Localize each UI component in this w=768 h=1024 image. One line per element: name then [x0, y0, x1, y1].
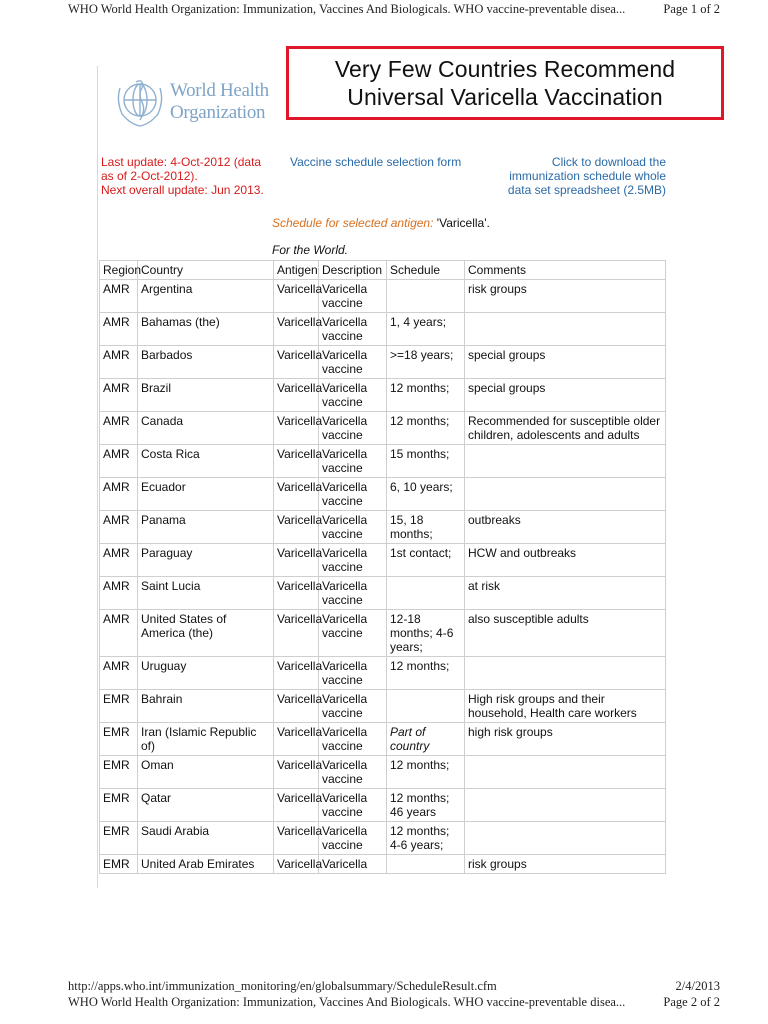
logo-line-1: World Health — [170, 80, 269, 101]
download-line-1: Click to download the — [551, 155, 666, 169]
table-row — [100, 789, 666, 822]
cell-antigen: Varicella — [274, 855, 319, 874]
cell-country: Iran (Islamic Republic of) — [138, 723, 274, 756]
cell-region: AMR — [100, 412, 138, 445]
cell-comments — [465, 657, 666, 690]
cell-description: Varicella vaccine — [319, 445, 387, 478]
cell-schedule: 1, 4 years; — [387, 313, 465, 346]
cell-country: Costa Rica — [138, 445, 274, 478]
cell-description: Varicella vaccine — [319, 577, 387, 610]
table-header-row — [100, 261, 666, 280]
cell-country: Argentina — [138, 280, 274, 313]
cell-region: AMR — [100, 657, 138, 690]
header-region: Region — [100, 261, 138, 280]
cell-description: Varicella vaccine — [319, 412, 387, 445]
cell-antigen: Varicella — [274, 445, 319, 478]
table-row — [100, 855, 666, 874]
cell-antigen: Varicella — [274, 511, 319, 544]
cell-antigen: Varicella — [274, 544, 319, 577]
cell-schedule: 6, 10 years; — [387, 478, 465, 511]
header-antigen: Antigen — [274, 261, 319, 280]
table-row — [100, 610, 666, 657]
cell-antigen: Varicella — [274, 723, 319, 756]
cell-comments — [465, 789, 666, 822]
cell-description: Varicella vaccine — [319, 280, 387, 313]
cell-country: United Arab Emirates — [138, 855, 274, 874]
cell-description: Varicella vaccine — [319, 822, 387, 855]
cell-comments: High risk groups and their household, Health care workers — [465, 690, 666, 723]
cell-region: AMR — [100, 346, 138, 379]
cell-antigen: Varicella — [274, 379, 319, 412]
banner-line-2: Universal Varicella Vaccination — [347, 84, 663, 110]
cell-country: Ecuador — [138, 478, 274, 511]
cell-region: AMR — [100, 544, 138, 577]
cell-antigen: Varicella — [274, 789, 319, 822]
cell-schedule: >=18 years; — [387, 346, 465, 379]
cell-region: AMR — [100, 577, 138, 610]
cell-comments: special groups — [465, 379, 666, 412]
cell-region: EMR — [100, 789, 138, 822]
who-emblem-icon — [112, 74, 172, 130]
cell-region: AMR — [100, 478, 138, 511]
cell-description: Varicella vaccine — [319, 723, 387, 756]
cell-region: AMR — [100, 313, 138, 346]
cell-country: Panama — [138, 511, 274, 544]
cell-antigen: Varicella — [274, 412, 319, 445]
cell-schedule: 15 months; — [387, 445, 465, 478]
cell-comments: Recommended for susceptible older children, adolescents and adults — [465, 412, 666, 445]
header-country: Country — [138, 261, 274, 280]
cell-country: Canada — [138, 412, 274, 445]
cell-description: Varicella vaccine — [319, 478, 387, 511]
update-line-1: Last update: 4-Oct-2012 (data — [101, 155, 262, 169]
table-row — [100, 723, 666, 756]
cell-description: Varicella vaccine — [319, 756, 387, 789]
table-row — [100, 412, 666, 445]
logo-line-2: Organization — [170, 102, 266, 123]
schedule-table — [99, 260, 666, 874]
table-row — [100, 313, 666, 346]
cell-region: AMR — [100, 610, 138, 657]
cell-schedule — [387, 280, 465, 313]
cell-schedule — [387, 855, 465, 874]
cell-comments — [465, 445, 666, 478]
cell-comments: HCW and outbreaks — [465, 544, 666, 577]
cell-description: Varicella vaccine — [319, 346, 387, 379]
cell-schedule: 12-18 months; 4-6 years; — [387, 610, 465, 657]
cell-comments: also susceptible adults — [465, 610, 666, 657]
cell-description: Varicella vaccine — [319, 379, 387, 412]
footer-date: 2/4/2013 — [675, 979, 720, 993]
cell-schedule: 1st contact; — [387, 544, 465, 577]
cell-region: EMR — [100, 690, 138, 723]
cell-antigen: Varicella — [274, 280, 319, 313]
cell-country: Saudi Arabia — [138, 822, 274, 855]
cell-country: Saint Lucia — [138, 577, 274, 610]
print-header-page: Page 1 of 2 — [663, 2, 720, 16]
cell-antigen: Varicella — [274, 690, 319, 723]
cell-antigen: Varicella — [274, 822, 319, 855]
cell-comments — [465, 478, 666, 511]
cell-schedule: 15, 18 months; — [387, 511, 465, 544]
cell-region: EMR — [100, 756, 138, 789]
table-row — [100, 280, 666, 313]
cell-antigen: Varicella — [274, 346, 319, 379]
download-spreadsheet-link[interactable] — [480, 155, 666, 197]
download-line-3: data set spreadsheet (2.5MB) — [507, 183, 666, 197]
header-comments: Comments — [465, 261, 666, 280]
table-row — [100, 478, 666, 511]
cell-country: Barbados — [138, 346, 274, 379]
update-line-3: Next overall update: Jun 2013. — [101, 183, 264, 197]
print-header-title: WHO World Health Organization: Immunization, Vaccines And Biologicals. WHO vaccine-preventable disea... — [68, 2, 626, 16]
table-row — [100, 657, 666, 690]
cell-antigen: Varicella — [274, 577, 319, 610]
cell-description: Varicella vaccine — [319, 690, 387, 723]
cell-schedule: 12 months; — [387, 412, 465, 445]
table-body — [100, 280, 666, 874]
table-row — [100, 822, 666, 855]
table-row — [100, 445, 666, 478]
cell-country: Bahamas (the) — [138, 313, 274, 346]
cell-antigen: Varicella — [274, 313, 319, 346]
selected-antigen-value: 'Varicella'. — [436, 216, 490, 230]
cell-country: Paraguay — [138, 544, 274, 577]
cell-description: Varicella vaccine — [319, 313, 387, 346]
cell-description: Varicella vaccine — [319, 657, 387, 690]
cell-region: AMR — [100, 280, 138, 313]
cell-comments — [465, 822, 666, 855]
header-schedule: Schedule — [387, 261, 465, 280]
cell-schedule: 12 months; — [387, 657, 465, 690]
cell-schedule: 12 months; 46 years — [387, 789, 465, 822]
cell-comments: special groups — [465, 346, 666, 379]
cell-schedule: Part of country — [387, 723, 465, 756]
table-row — [100, 346, 666, 379]
cell-comments: risk groups — [465, 855, 666, 874]
cell-comments: outbreaks — [465, 511, 666, 544]
cell-region: AMR — [100, 445, 138, 478]
cell-antigen: Varicella — [274, 657, 319, 690]
banner-line-1: Very Few Countries Recommend — [334, 56, 676, 82]
cell-antigen: Varicella — [274, 756, 319, 789]
who-logo-text — [170, 80, 269, 124]
table-row — [100, 544, 666, 577]
cell-country: Qatar — [138, 789, 274, 822]
table-row — [100, 577, 666, 610]
cell-comments — [465, 313, 666, 346]
headline-banner — [286, 46, 724, 120]
update-line-2: as of 2-Oct-2012). — [101, 169, 198, 183]
table-row — [100, 756, 666, 789]
cell-schedule: 12 months; — [387, 379, 465, 412]
download-line-2: immunization schedule whole — [509, 169, 666, 183]
cell-region: EMR — [100, 855, 138, 874]
cell-schedule: 12 months; 4-6 years; — [387, 822, 465, 855]
cell-antigen: Varicella — [274, 478, 319, 511]
schedule-selection-form-link[interactable]: Vaccine schedule selection form — [290, 155, 462, 169]
cell-region: AMR — [100, 511, 138, 544]
cell-comments — [465, 756, 666, 789]
cell-schedule: 12 months; — [387, 756, 465, 789]
table-row — [100, 690, 666, 723]
selected-antigen-label: Schedule for selected antigen: — [272, 216, 434, 230]
table-row — [100, 511, 666, 544]
cell-region: EMR — [100, 822, 138, 855]
cell-country: Oman — [138, 756, 274, 789]
cell-country: Uruguay — [138, 657, 274, 690]
cell-description: Varicella vaccine — [319, 789, 387, 822]
print-header — [68, 0, 720, 18]
cell-schedule — [387, 690, 465, 723]
cell-country: Bahrain — [138, 690, 274, 723]
footer-url: http://apps.who.int/immunization_monitoring/en/globalsummary/ScheduleResult.cfm — [68, 979, 497, 993]
cell-schedule — [387, 577, 465, 610]
cell-antigen: Varicella — [274, 610, 319, 657]
footer-title: WHO World Health Organization: Immunization, Vaccines And Biologicals. WHO vaccine-preventable disea... — [68, 995, 626, 1009]
footer-page: Page 2 of 2 — [663, 995, 720, 1009]
table-row — [100, 379, 666, 412]
cell-region: AMR — [100, 379, 138, 412]
scope-label: For the World. — [272, 243, 349, 257]
cell-description: Varicella vaccine — [319, 610, 387, 657]
cell-comments: risk groups — [465, 280, 666, 313]
cell-country: Brazil — [138, 379, 274, 412]
cell-description: Varicella vaccine — [319, 544, 387, 577]
selected-antigen — [272, 216, 490, 230]
cell-description: Varicella vaccine — [319, 511, 387, 544]
cell-comments: high risk groups — [465, 723, 666, 756]
print-footer — [68, 978, 720, 1010]
last-update-note — [101, 155, 281, 197]
cell-country: United States of America (the) — [138, 610, 274, 657]
cell-description: Varicella — [319, 855, 387, 874]
cell-comments: at risk — [465, 577, 666, 610]
cell-region: EMR — [100, 723, 138, 756]
header-description: Description — [319, 261, 387, 280]
